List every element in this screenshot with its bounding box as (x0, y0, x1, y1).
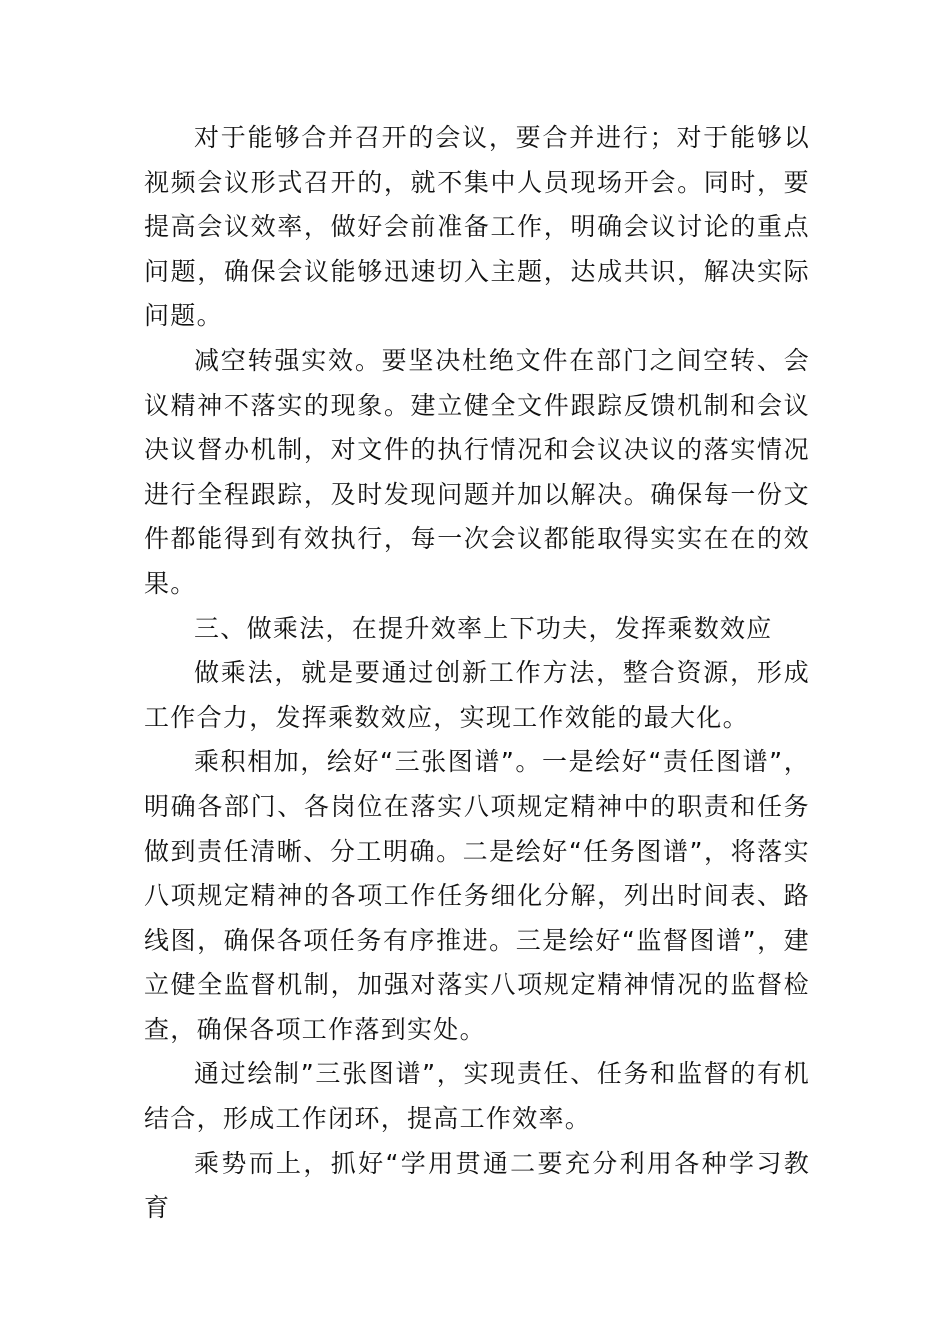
paragraph-study-application: 乘势而上，抓好“学用贯通二要充分利用各种学习教育 (144, 1148, 810, 1223)
paragraph-three-maps-summary: 通过绘制”三张图谱”，实现责任、任务和监督的有机结合，形成工作闭环，提高工作效率。 (144, 1059, 810, 1134)
paragraph-three-maps: 乘积相加，绘好“三张图谱”。一是绘好“责任图谱”，明确各部门、各岗位在落实八项规定精神中的职责和任务做到责任清晰、分工明确。二是绘好“任务图谱”，将落实八项规定精神的各项工作任务细化分解，列出时间表、路线图，确保各项任务有序推进。三是绘好“监督图谱”，建立健全监督机制，加强对落实八项规定精神情况的监督检查，确保各项工作落到实处。 (144, 747, 810, 1044)
paragraph-meeting-merge: 对于能够合并召开的会议，要合并进行；对于能够以视频会议形式召开的，就不集中人员现场开会。同时，要提高会议效率，做好会前准备工作，明确会议讨论的重点问题，确保会议能够迅速切入主题，达成共识，解决实际问题。 (144, 123, 810, 331)
paragraph-multiplication-intro: 做乘法，就是要通过创新工作方法，整合资源，形成工作合力，发挥乘数效应，实现工作效能的最大化。 (144, 658, 810, 732)
section-heading-multiplication: 三、做乘法，在提升效率上下功夫，发挥乘数效应 (194, 613, 773, 643)
document-body (144, 116, 810, 1231)
paragraph-reduce-idle: 减空转强实效。要坚决杜绝文件在部门之间空转、会议精神不落实的现象。建立健全文件跟踪反馈机制和会议决议督办机制，对文件的执行情况和会议决议的落实情况进行全程跟踪，及时发现问题并加以解决。确保每一份文件都能得到有效执行，每一次会议都能取得实实在在的效果。 (144, 345, 810, 598)
